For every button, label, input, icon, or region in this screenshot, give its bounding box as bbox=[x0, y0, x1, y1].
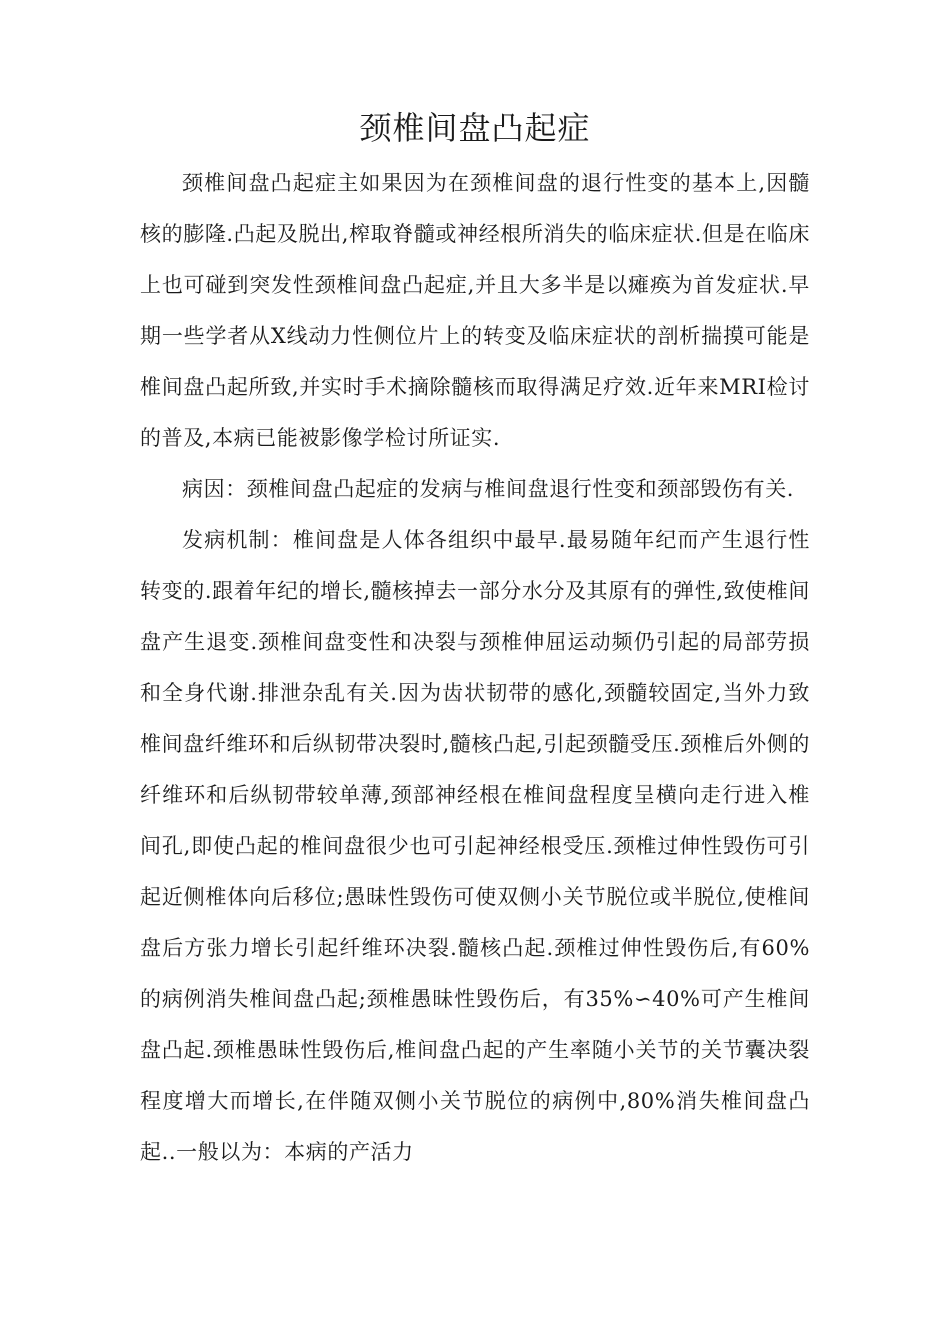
paragraph-etiology: 病因：颈椎间盘凸起症的发病与椎间盘退行性变和颈部毁伤有关. bbox=[182, 477, 795, 501]
document-title: 颈椎间盘凸起症 bbox=[359, 109, 591, 147]
paragraph-pathogenesis: 发病机制：椎间盘是人体各组织中最早.最易随年纪而产生退行性转变的.跟着年纪的增长,髓核掉去一部分水分及其原有的弹性,致使椎间盘产生退变.颈椎间盘变性和决裂与颈椎伸屈运动频仍引起的局部劳损和全身代谢.排泄杂乱有关.因为齿状韧带的感化,颈髓较固定,当外力致椎间盘纤维环和后纵韧带决裂时,髓核凸起,引起颈髓受压.颈椎后外侧的纤维环和后纵韧带较单薄,颈部神经根在椎间盘程度呈横向走行进入椎间孔,即使凸起的椎间盘很少也可引起神经根受压.颈椎过伸性毁伤可引起近侧椎体向后移位;愚昧性毁伤可使双侧小关节脱位或半脱位,使椎间盘后方张力增长引起纤维环决裂.髓核凸起.颈椎过伸性毁伤后,有60%的病例消失椎间盘凸起;颈椎愚昧性毁伤后，有35%∽40%可产生椎间盘凸起.颈椎愚昧性毁伤后,椎间盘凸起的产生率随小关节的关节囊决裂程度增大而增长,在伴随双侧小关节脱位的病例中,80%消失椎间盘凸起..一般以为：本病的产活力 bbox=[140, 528, 810, 1164]
document-body bbox=[140, 158, 810, 1178]
paragraph-intro: 颈椎间盘凸起症主如果因为在颈椎间盘的退行性变的基本上,因髓核的膨隆.凸起及脱出,榨取脊髓或神经根所消失的临床症状.但是在临床上也可碰到突发性颈椎间盘凸起症,并且大多半是以瘫痪为首发症状.早期一些学者从X线动力性侧位片上的转变及临床症状的剖析揣摸可能是椎间盘凸起所致,并实时手术摘除髓核而取得满足疗效.近年来MRI检讨的普及,本病已能被影像学检讨所证实. bbox=[140, 171, 810, 450]
